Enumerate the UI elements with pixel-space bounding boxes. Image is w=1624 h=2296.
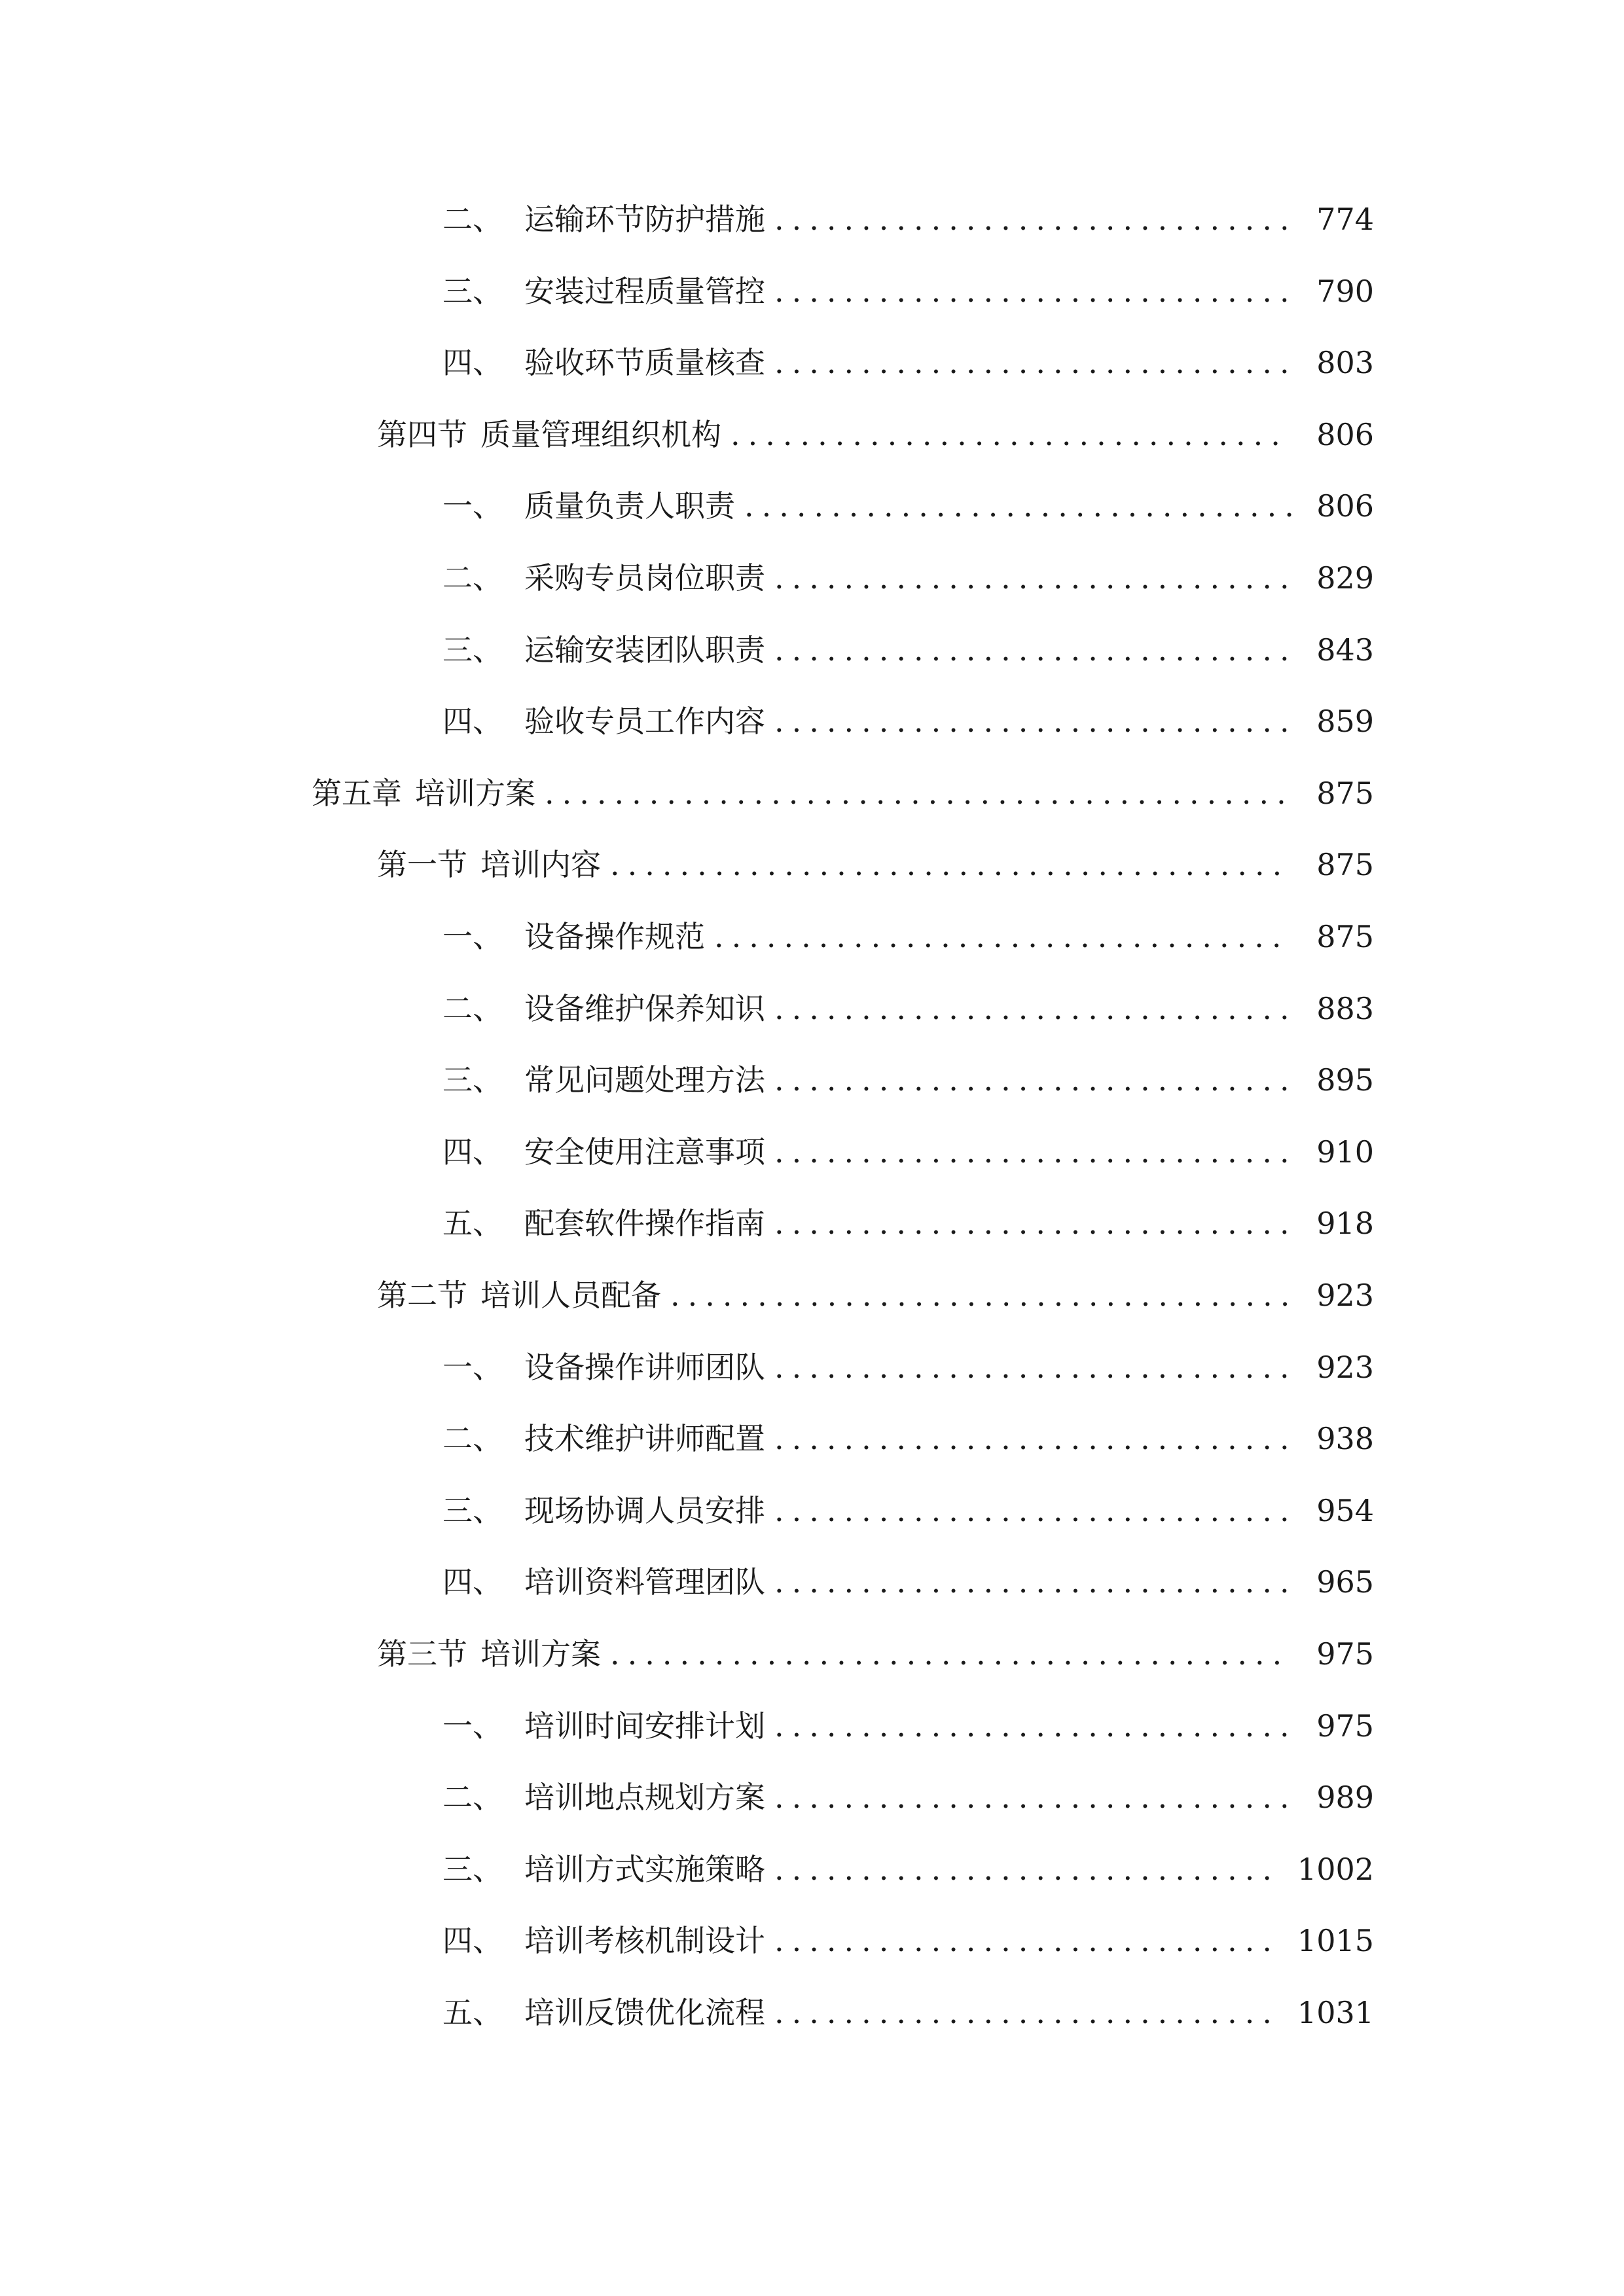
toc-page-number: 965 bbox=[1316, 1564, 1374, 1600]
toc-entry-number: 二、 bbox=[442, 1780, 503, 1816]
toc-dot-leader: ....................................... bbox=[610, 847, 1290, 883]
toc-entry-number: 二、 bbox=[442, 1421, 503, 1457]
toc-entry[interactable] bbox=[0, 1409, 1624, 1468]
toc-page-number: 1002 bbox=[1297, 1851, 1374, 1887]
toc-entry-number: 三、 bbox=[442, 1492, 503, 1528]
toc-entry[interactable] bbox=[0, 692, 1624, 751]
toc-page-number: 806 bbox=[1316, 488, 1374, 524]
toc-entry-number: 四、 bbox=[442, 1564, 503, 1600]
toc-entry-number: 二、 bbox=[442, 560, 503, 596]
toc-dot-leader: ............................. bbox=[774, 1851, 1280, 1887]
toc-entry[interactable] bbox=[0, 764, 1624, 823]
toc-entry-number: 第一节 bbox=[377, 847, 467, 883]
toc-dot-leader: ................................ bbox=[731, 416, 1288, 452]
toc-entry[interactable] bbox=[0, 548, 1624, 607]
toc-entry-label bbox=[442, 1122, 765, 1181]
toc-entry-number: 一、 bbox=[442, 919, 503, 954]
toc-entry-label bbox=[442, 1409, 765, 1468]
toc-page-number: 910 bbox=[1316, 1134, 1374, 1170]
toc-entry-title: 配套软件操作指南 bbox=[524, 1206, 765, 1242]
toc-dot-leader: ................................ bbox=[744, 488, 1302, 524]
toc-entry-label bbox=[442, 1983, 765, 2042]
toc-entry-label bbox=[377, 1624, 601, 1683]
toc-entry-title: 安全使用注意事项 bbox=[524, 1134, 765, 1170]
toc-entry-title: 采购专员岗位职责 bbox=[524, 560, 765, 596]
toc-entry[interactable] bbox=[0, 1840, 1624, 1899]
toc-entry[interactable] bbox=[0, 1122, 1624, 1181]
toc-dot-leader: .............................. bbox=[774, 990, 1297, 1026]
toc-dot-leader: .............................. bbox=[774, 1349, 1297, 1385]
toc-dot-leader: .................................... bbox=[670, 1278, 1298, 1313]
toc-entry-title: 运输安装团队职责 bbox=[524, 632, 765, 668]
toc-entry-label bbox=[442, 692, 765, 751]
toc-entry[interactable] bbox=[0, 1624, 1624, 1683]
toc-entry[interactable] bbox=[0, 1338, 1624, 1397]
toc-entry-title: 质量管理组织机构 bbox=[480, 416, 721, 452]
toc-page-number: 975 bbox=[1316, 1708, 1374, 1744]
toc-entry-title: 培训方式实施策略 bbox=[524, 1851, 765, 1887]
toc-dot-leader: .............................. bbox=[774, 704, 1297, 740]
toc-dot-leader: .............................. bbox=[774, 1134, 1297, 1170]
toc-entry-number: 第三节 bbox=[377, 1636, 467, 1672]
toc-dot-leader: ............................. bbox=[774, 1923, 1280, 1959]
toc-entry-title: 验收专员工作内容 bbox=[524, 704, 765, 740]
toc-entry-label bbox=[442, 1840, 765, 1899]
toc-entry[interactable] bbox=[0, 979, 1624, 1038]
toc-page-number: 975 bbox=[1316, 1636, 1374, 1672]
toc-entry-number: 第五章 bbox=[312, 775, 402, 811]
toc-entry-label bbox=[377, 835, 601, 894]
toc-entry-label bbox=[442, 979, 765, 1038]
toc-page-number: 803 bbox=[1316, 345, 1374, 381]
toc-dot-leader: .............................. bbox=[774, 1780, 1297, 1816]
toc-entry[interactable] bbox=[0, 190, 1624, 249]
toc-entry-title: 设备操作讲师团队 bbox=[524, 1349, 765, 1385]
toc-entry-title: 设备操作规范 bbox=[524, 919, 705, 954]
toc-entry-label bbox=[442, 262, 765, 321]
toc-entry-number: 二、 bbox=[442, 202, 503, 237]
toc-entry[interactable] bbox=[0, 1050, 1624, 1109]
toc-dot-leader: .............................. bbox=[774, 1492, 1297, 1528]
toc-dot-leader: .............................. bbox=[774, 345, 1297, 381]
toc-page-number: 1031 bbox=[1297, 1995, 1374, 2030]
toc-entry[interactable] bbox=[0, 1552, 1624, 1611]
toc-entry-label bbox=[442, 1338, 765, 1397]
toc-entry-title: 现场协调人员安排 bbox=[524, 1492, 765, 1528]
toc-dot-leader: .............................. bbox=[774, 1421, 1297, 1457]
toc-entry-number: 三、 bbox=[442, 273, 503, 309]
toc-entry-title: 技术维护讲师配置 bbox=[524, 1421, 765, 1457]
toc-entry[interactable] bbox=[0, 835, 1624, 894]
toc-entry[interactable] bbox=[0, 1983, 1624, 2042]
toc-page-number: 1015 bbox=[1297, 1923, 1374, 1959]
toc-page-number: 989 bbox=[1316, 1780, 1374, 1816]
toc-entry-label bbox=[442, 1696, 765, 1755]
toc-entry-title: 常见问题处理方法 bbox=[524, 1062, 765, 1098]
toc-entry-label bbox=[442, 620, 765, 679]
toc-entry-title: 验收环节质量核查 bbox=[524, 345, 765, 381]
toc-entry-label bbox=[442, 1768, 765, 1827]
toc-page-number: 883 bbox=[1316, 990, 1374, 1026]
toc-entry-number: 三、 bbox=[442, 632, 503, 668]
toc-dot-leader: .............................. bbox=[774, 1062, 1297, 1098]
toc-entry[interactable] bbox=[0, 333, 1624, 392]
toc-dot-leader: .............................. bbox=[774, 1206, 1297, 1242]
toc-page-number: 829 bbox=[1316, 560, 1374, 596]
toc-entry-label bbox=[442, 907, 705, 966]
toc-page-number: 806 bbox=[1316, 416, 1374, 452]
toc-entry-title: 安装过程质量管控 bbox=[524, 273, 765, 309]
toc-entry-title: 培训内容 bbox=[480, 847, 601, 883]
toc-entry[interactable] bbox=[0, 620, 1624, 679]
toc-dot-leader: ....................................... bbox=[610, 1636, 1290, 1672]
toc-entry[interactable] bbox=[0, 1481, 1624, 1540]
toc-entry-number: 五、 bbox=[442, 1995, 503, 2030]
toc-entry[interactable] bbox=[0, 1696, 1624, 1755]
toc-dot-leader: ........................................... bbox=[545, 775, 1294, 811]
toc-entry-label bbox=[442, 548, 765, 607]
toc-entry-number: 五、 bbox=[442, 1206, 503, 1242]
toc-dot-leader: ................................. bbox=[714, 919, 1290, 954]
toc-entry[interactable] bbox=[0, 1768, 1624, 1827]
toc-page-number: 859 bbox=[1316, 704, 1374, 740]
toc-entry-title: 培训方案 bbox=[415, 775, 535, 811]
toc-entry-number: 一、 bbox=[442, 1349, 503, 1385]
toc-entry-number: 四、 bbox=[442, 345, 503, 381]
toc-entry-label bbox=[442, 1050, 765, 1109]
toc-entry-label bbox=[377, 1266, 661, 1325]
toc-entry-title: 培训考核机制设计 bbox=[524, 1923, 765, 1959]
toc-page-number: 875 bbox=[1316, 775, 1374, 811]
toc-page-number: 918 bbox=[1316, 1206, 1374, 1242]
toc-entry-title: 运输环节防护措施 bbox=[524, 202, 765, 237]
toc-dot-leader: ............................. bbox=[774, 1995, 1280, 2030]
toc-entry-label bbox=[442, 1481, 765, 1540]
toc-page-number: 790 bbox=[1316, 273, 1374, 309]
toc-entry-title: 培训方案 bbox=[480, 1636, 601, 1672]
toc-dot-leader: .............................. bbox=[774, 560, 1297, 596]
toc-page-number: 875 bbox=[1316, 919, 1374, 954]
toc-entry[interactable] bbox=[0, 1911, 1624, 1970]
toc-entry[interactable] bbox=[0, 262, 1624, 321]
toc-page-number: 923 bbox=[1316, 1278, 1374, 1313]
toc-entry-number: 四、 bbox=[442, 1134, 503, 1170]
toc-dot-leader: .............................. bbox=[774, 273, 1297, 309]
toc-entry-label bbox=[442, 1194, 765, 1253]
toc-dot-leader: .............................. bbox=[774, 202, 1297, 237]
toc-entry[interactable] bbox=[0, 907, 1624, 966]
toc-entry[interactable] bbox=[0, 1266, 1624, 1325]
toc-entry-title: 培训地点规划方案 bbox=[524, 1780, 765, 1816]
toc-entry-label bbox=[442, 1911, 765, 1970]
toc-entry-number: 三、 bbox=[442, 1062, 503, 1098]
toc-page-number: 875 bbox=[1316, 847, 1374, 883]
toc-entry-label bbox=[312, 764, 535, 823]
toc-entry-number: 四、 bbox=[442, 704, 503, 740]
toc-entry-number: 四、 bbox=[442, 1923, 503, 1959]
toc-entry-number: 三、 bbox=[442, 1851, 503, 1887]
toc-dot-leader: .............................. bbox=[774, 1564, 1297, 1600]
toc-entry[interactable] bbox=[0, 476, 1624, 535]
toc-page-number: 895 bbox=[1316, 1062, 1374, 1098]
toc-entry-title: 培训资料管理团队 bbox=[524, 1564, 765, 1600]
toc-entry-title: 设备维护保养知识 bbox=[524, 990, 765, 1026]
toc-page-number: 843 bbox=[1316, 632, 1374, 668]
toc-entry[interactable] bbox=[0, 1194, 1624, 1253]
toc-entry-number: 一、 bbox=[442, 488, 503, 524]
toc-entry-label bbox=[442, 1552, 765, 1611]
toc-entry-title: 培训反馈优化流程 bbox=[524, 1995, 765, 2030]
toc-entry-label bbox=[442, 476, 735, 535]
toc-entry-label bbox=[442, 190, 765, 249]
toc-page-number: 938 bbox=[1316, 1421, 1374, 1457]
toc-entry-title: 培训时间安排计划 bbox=[524, 1708, 765, 1744]
toc-page-number: 923 bbox=[1316, 1349, 1374, 1385]
toc-entry-number: 第四节 bbox=[377, 416, 467, 452]
toc-entry-number: 一、 bbox=[442, 1708, 503, 1744]
toc-entry-label bbox=[377, 405, 721, 464]
toc-dot-leader: .............................. bbox=[774, 632, 1297, 668]
toc-entry-number: 第二节 bbox=[377, 1278, 467, 1313]
toc-entry-title: 质量负责人职责 bbox=[524, 488, 735, 524]
toc-entry-label bbox=[442, 333, 765, 392]
toc-entry[interactable] bbox=[0, 405, 1624, 464]
toc-dot-leader: .............................. bbox=[774, 1708, 1297, 1744]
toc-entry-title: 培训人员配备 bbox=[480, 1278, 661, 1313]
toc-page-number: 954 bbox=[1316, 1492, 1374, 1528]
toc-entry-number: 二、 bbox=[442, 990, 503, 1026]
toc-page-number: 774 bbox=[1316, 202, 1374, 237]
